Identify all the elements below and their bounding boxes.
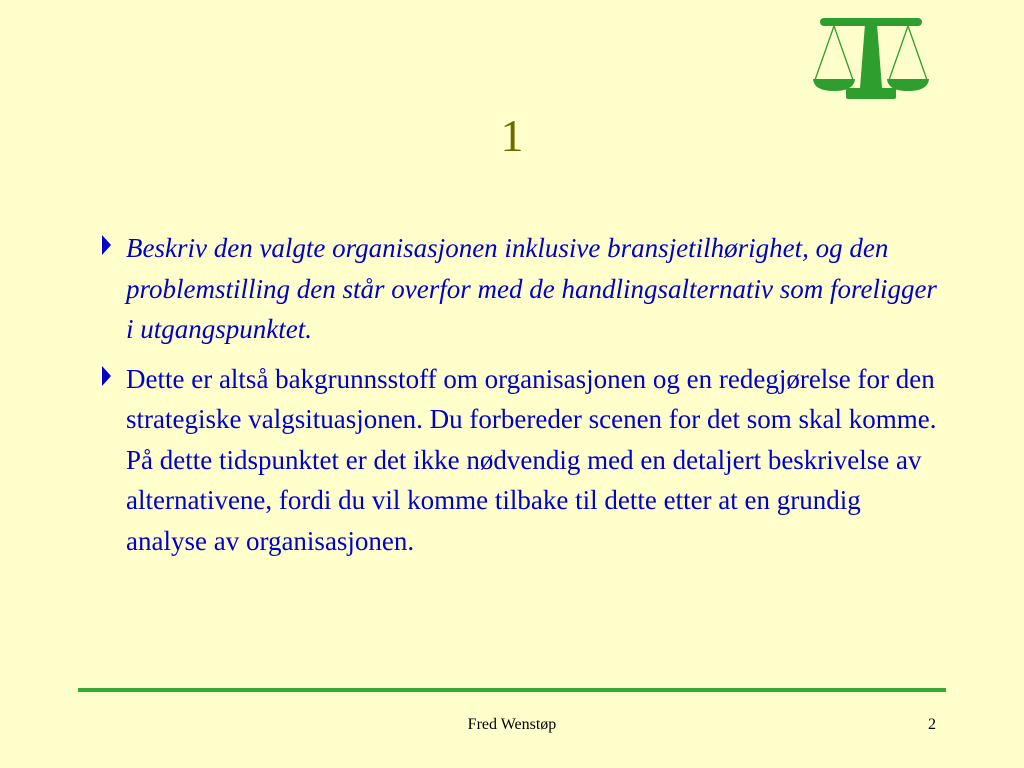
bullet-text: Dette er altså bakgrunnsstoff om organisasjonen og en redegjørelse for den strategiske valgsituasjonen. Du forbereder scenen for det som skal komme. På dette tidspunktet er det ikke nødvendig med en detaljert beskrivelse av alternativene, fordi du vil komme tilbake til dette etter at en grundig analyse av organisasjonen. [126,363,937,556]
bullet-list [96,228,946,570]
footer-divider [78,688,946,692]
balance-scale-icon [810,14,932,106]
slide-title: 1 [500,110,524,161]
triangle-bullet-icon [102,235,111,255]
bullet-item-2 [96,359,946,562]
bullet-text: Beskriv den valgte organisasjonen inklusive bransjetilhørighet, og den problemstilling den står overfor med de handlingsalternativ som foreligger i utgangspunktet. [126,233,937,344]
footer-author: Fred Wenstøp [467,716,557,733]
page-number: 2 [928,716,936,733]
triangle-bullet-icon [102,366,111,386]
bullet-item-1 [96,228,946,350]
